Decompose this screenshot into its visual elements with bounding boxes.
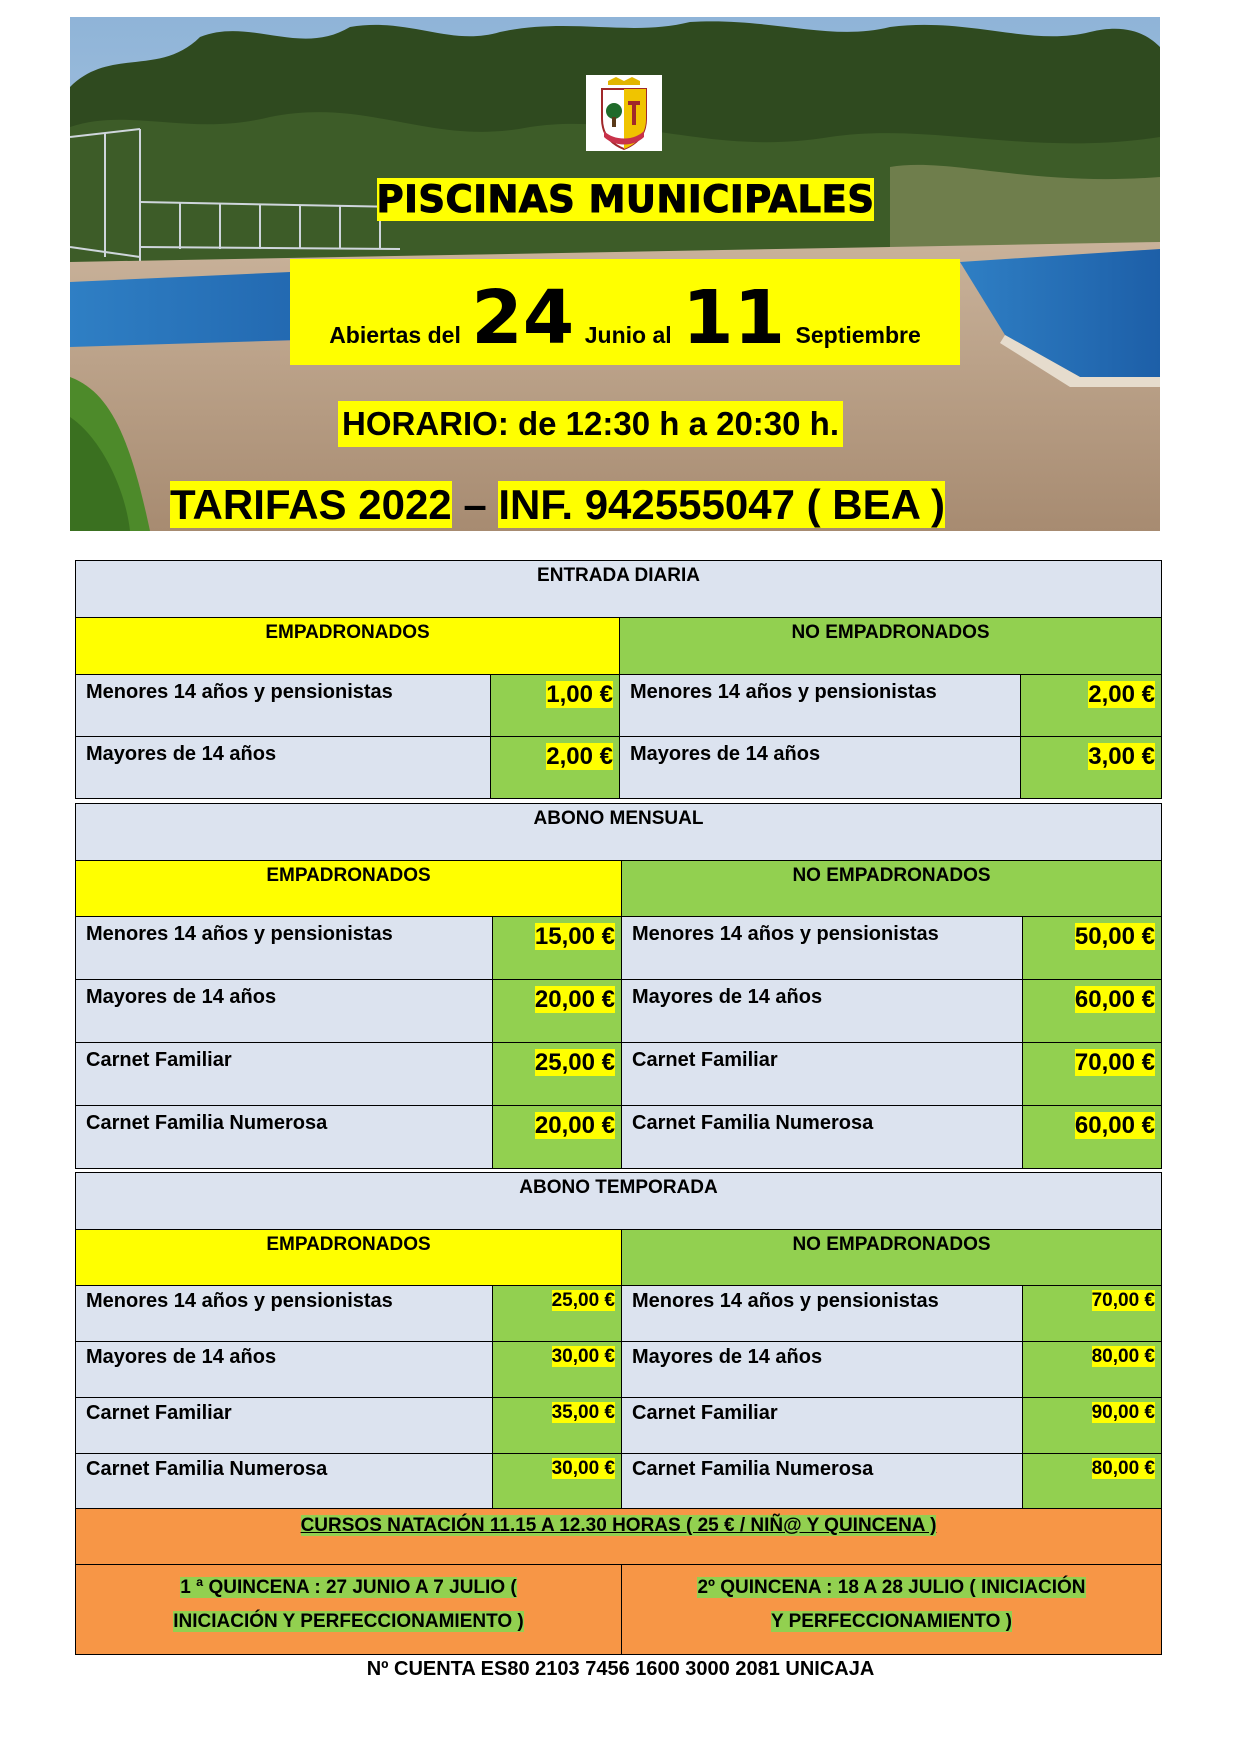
price-cell <box>1022 1341 1162 1398</box>
price-value: 2,00 € <box>1088 681 1155 708</box>
price-cell <box>492 979 622 1043</box>
bank-account: Nº CUENTA ES80 2103 7456 1600 3000 2081 UNICAJA <box>366 1658 875 1680</box>
row-label: Menores 14 años y pensionistas <box>75 1285 493 1342</box>
no-empadronados-header: NO EMPADRONADOS <box>621 1229 1162 1286</box>
price-cell <box>492 1042 622 1106</box>
row-label: Carnet Familia Numerosa <box>75 1105 493 1169</box>
price-cell <box>492 1105 622 1169</box>
row-label: Mayores de 14 años <box>75 736 491 799</box>
row-label: Carnet Familia Numerosa <box>621 1105 1023 1169</box>
abono-mensual-section <box>75 803 1162 1169</box>
row-label: Mayores de 14 años <box>621 979 1023 1043</box>
price-value: 3,00 € <box>1088 743 1155 770</box>
price-cell <box>1022 1285 1162 1342</box>
quincena-2 <box>621 1564 1162 1655</box>
row-label: Carnet Familiar <box>621 1042 1023 1106</box>
price-value: 25,00 € <box>534 1049 615 1076</box>
opening-hours: HORARIO: de 12:30 h a 20:30 h. <box>338 401 843 447</box>
price-value: 15,00 € <box>534 923 615 950</box>
price-value: 70,00 € <box>1091 1290 1155 1311</box>
price-cell <box>1022 916 1162 980</box>
price-cell <box>1022 1397 1162 1454</box>
price-cell <box>490 674 620 737</box>
price-value: 20,00 € <box>534 986 615 1013</box>
price-cell <box>492 1285 622 1342</box>
row-label: Mayores de 14 años <box>619 736 1021 799</box>
quincena-2-line-2: Y PERFECCIONAMIENTO ) <box>770 1611 1013 1632</box>
rates-phone: INF. 942555047 ( BEA ) <box>498 481 946 528</box>
quincena-2-line-1: 2º QUINCENA : 18 A 28 JULIO ( INICIACIÓN <box>697 1577 1086 1598</box>
price-value: 30,00 € <box>551 1346 615 1367</box>
price-value: 90,00 € <box>1091 1402 1155 1423</box>
page-title-text: PISCINAS MUNICIPALES <box>376 178 875 221</box>
open-day-start: 24 <box>471 275 575 361</box>
page-title <box>316 174 935 226</box>
price-value: 1,00 € <box>546 681 613 708</box>
abono-temporada-section <box>75 1172 1162 1507</box>
price-value: 50,00 € <box>1074 923 1155 950</box>
row-label: Carnet Familiar <box>75 1042 493 1106</box>
price-value: 60,00 € <box>1074 986 1155 1013</box>
rates-heading <box>170 479 945 531</box>
row-label: Menores 14 años y pensionistas <box>619 674 1021 737</box>
price-cell <box>490 736 620 799</box>
price-table <box>75 560 1162 1656</box>
row-label: Menores 14 años y pensionistas <box>621 916 1023 980</box>
price-cell <box>492 1397 622 1454</box>
price-value: 2,00 € <box>546 743 613 770</box>
open-prefix: Abiertas del <box>329 322 461 348</box>
price-cell <box>492 1341 622 1398</box>
row-label: Mayores de 14 años <box>621 1341 1023 1398</box>
empadronados-header: EMPADRONADOS <box>75 1229 622 1286</box>
row-label: Menores 14 años y pensionistas <box>75 916 493 980</box>
empadronados-header: EMPADRONADOS <box>75 860 622 917</box>
quincena-1-line-1: 1 ª QUINCENA : 27 JUNIO A 7 JULIO ( <box>180 1577 517 1598</box>
quincena-1-line-2: INICIACIÓN Y PERFECCIONAMIENTO ) <box>173 1611 524 1632</box>
section-title: ABONO MENSUAL <box>75 803 1162 861</box>
row-label: Menores 14 años y pensionistas <box>75 674 491 737</box>
open-month-start: Junio al <box>584 322 672 348</box>
cursos-title-text: CURSOS NATACIÓN 11.15 A 12.30 HORAS ( 25 € / NIÑ@ Y QUINCENA ) <box>300 1515 937 1536</box>
row-label: Carnet Familiar <box>621 1397 1023 1454</box>
section-title: ENTRADA DIARIA <box>75 560 1162 618</box>
open-day-end: 11 <box>682 275 786 361</box>
price-cell <box>1022 1042 1162 1106</box>
price-cell <box>492 1453 622 1509</box>
price-cell <box>1022 1105 1162 1169</box>
price-value: 25,00 € <box>551 1290 615 1311</box>
hero-banner <box>70 17 1160 531</box>
entrada-diaria-section <box>75 560 1162 800</box>
cursos-section <box>75 1508 1162 1656</box>
price-value: 30,00 € <box>551 1458 615 1479</box>
municipal-crest-icon <box>586 75 662 151</box>
rates-year: TARIFAS 2022 <box>170 481 452 528</box>
row-label: Carnet Familia Numerosa <box>621 1453 1023 1509</box>
row-label: Mayores de 14 años <box>75 979 493 1043</box>
cursos-title <box>75 1508 1162 1565</box>
quincena-1 <box>75 1564 622 1655</box>
open-month-end: Septiembre <box>795 322 921 348</box>
no-empadronados-header: NO EMPADRONADOS <box>619 617 1162 675</box>
price-cell <box>1022 1453 1162 1509</box>
price-value: 80,00 € <box>1091 1346 1155 1367</box>
price-value: 60,00 € <box>1074 1112 1155 1139</box>
price-cell <box>492 916 622 980</box>
no-empadronados-header: NO EMPADRONADOS <box>621 860 1162 917</box>
rates-dash: – <box>463 481 487 528</box>
row-label: Menores 14 años y pensionistas <box>621 1285 1023 1342</box>
row-label: Carnet Familia Numerosa <box>75 1453 493 1509</box>
price-cell <box>1022 979 1162 1043</box>
section-title: ABONO TEMPORADA <box>75 1172 1162 1230</box>
row-label: Carnet Familiar <box>75 1397 493 1454</box>
price-value: 20,00 € <box>534 1112 615 1139</box>
price-value: 80,00 € <box>1091 1458 1155 1479</box>
empadronados-header: EMPADRONADOS <box>75 617 620 675</box>
row-label: Mayores de 14 años <box>75 1341 493 1398</box>
price-value: 70,00 € <box>1074 1049 1155 1076</box>
price-cell <box>1020 736 1162 799</box>
opening-dates <box>290 259 960 365</box>
price-value: 35,00 € <box>551 1402 615 1423</box>
price-cell <box>1020 674 1162 737</box>
